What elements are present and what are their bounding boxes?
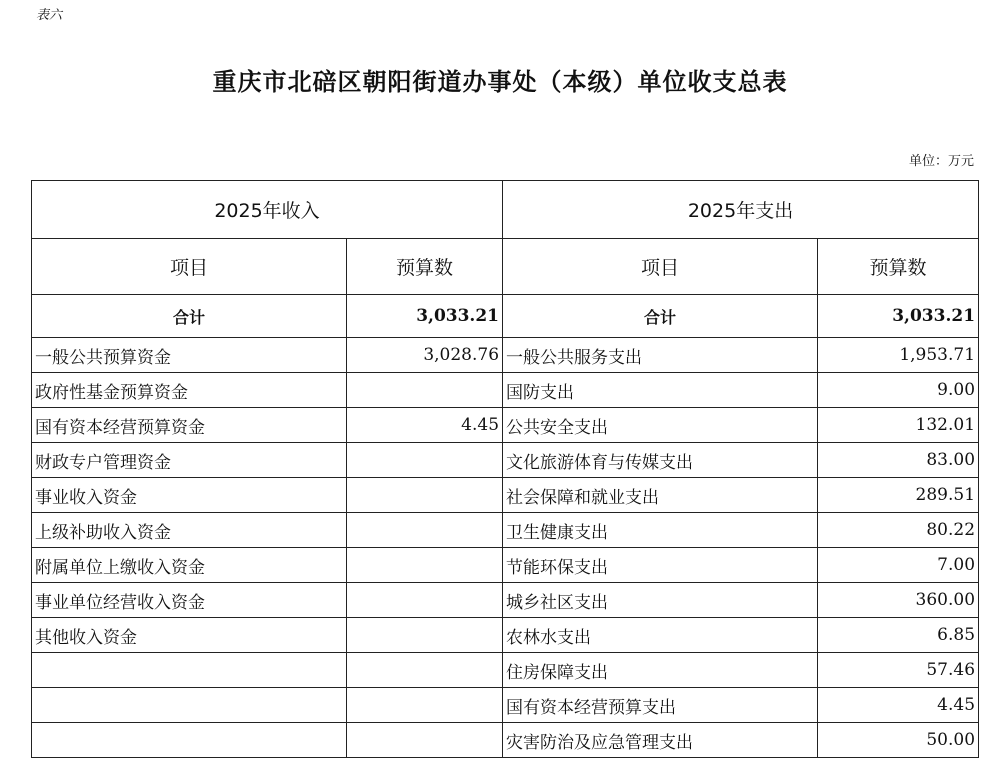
income-item: 一般公共预算资金 [32,338,347,373]
expense-amount: 57.46 [818,653,979,688]
expense-amount: 360.00 [818,583,979,618]
table-row [32,548,979,583]
income-amount: 4.45 [347,408,503,443]
expense-item: 文化旅游体育与传媒支出 [503,443,818,478]
table-row [32,443,979,478]
page-title: 重庆市北碚区朝阳街道办事处（本级）单位收支总表 [212,67,788,96]
table-row [32,618,979,653]
expense-item: 节能环保支出 [503,548,818,583]
table-number-label: 表六 [36,8,63,23]
expense-total-value: 3,033.21 [818,295,979,338]
expense-amount: 7.00 [818,548,979,583]
expense-item: 住房保障支出 [503,653,818,688]
expense-amount: 289.51 [818,478,979,513]
income-amount [347,443,503,478]
income-amount [347,618,503,653]
income-amount [347,688,503,723]
income-item [32,688,347,723]
table-row [32,373,979,408]
total-row [32,295,979,338]
income-amount [347,373,503,408]
expense-amount: 83.00 [818,443,979,478]
expense-item: 农林水支出 [503,618,818,653]
expense-amount: 4.45 [818,688,979,723]
expense-amount: 80.22 [818,513,979,548]
income-item: 政府性基金预算资金 [32,373,347,408]
income-item: 其他收入资金 [32,618,347,653]
income-budget-header: 预算数 [347,239,503,295]
expense-item-header: 项目 [503,239,818,295]
income-amount: 3,028.76 [347,338,503,373]
expense-total-label: 合计 [503,295,818,338]
expense-amount: 1,953.71 [818,338,979,373]
expense-item: 一般公共服务支出 [503,338,818,373]
table-row [32,408,979,443]
income-item: 财政专户管理资金 [32,443,347,478]
expense-item: 灾害防治及应急管理支出 [503,723,818,758]
income-total-label: 合计 [32,295,347,338]
table-row [32,653,979,688]
income-item-header: 项目 [32,239,347,295]
income-amount [347,583,503,618]
income-amount [347,513,503,548]
income-item: 附属单位上缴收入资金 [32,548,347,583]
income-item [32,653,347,688]
expense-amount: 6.85 [818,618,979,653]
section-header-row [32,181,979,239]
expense-amount: 9.00 [818,373,979,408]
column-header-row [32,239,979,295]
expense-section-header: 2025年支出 [503,181,979,239]
expense-item: 国有资本经营预算支出 [503,688,818,723]
income-item [32,723,347,758]
expense-item: 城乡社区支出 [503,583,818,618]
income-amount [347,548,503,583]
expense-amount: 132.01 [818,408,979,443]
income-amount [347,478,503,513]
income-item: 事业收入资金 [32,478,347,513]
income-total-value: 3,033.21 [347,295,503,338]
income-item: 上级补助收入资金 [32,513,347,548]
income-section-header: 2025年收入 [32,181,503,239]
table-row [32,338,979,373]
income-item: 国有资本经营预算资金 [32,408,347,443]
table-row [32,478,979,513]
unit-label: 单位：万元 [908,154,974,169]
income-amount [347,723,503,758]
income-expense-summary-table [31,180,979,758]
expense-item: 国防支出 [503,373,818,408]
table-row [32,513,979,548]
table-row [32,583,979,618]
income-item: 事业单位经营收入资金 [32,583,347,618]
table-row [32,688,979,723]
expense-item: 公共安全支出 [503,408,818,443]
expense-budget-header: 预算数 [818,239,979,295]
income-amount [347,653,503,688]
expense-amount: 50.00 [818,723,979,758]
expense-item: 卫生健康支出 [503,513,818,548]
expense-item: 社会保障和就业支出 [503,478,818,513]
table-row [32,723,979,758]
table-body [32,181,979,758]
